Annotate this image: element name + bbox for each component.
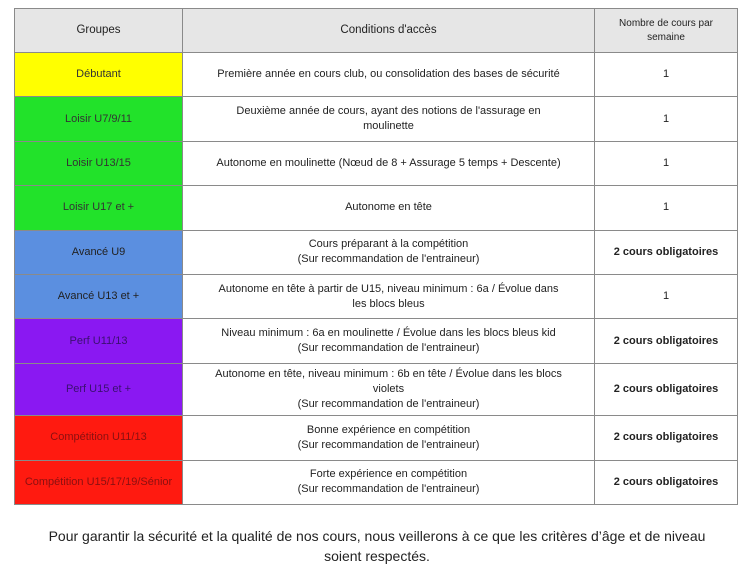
conditions-cell (183, 416, 595, 460)
conditions-cell (183, 97, 595, 141)
header-course-count: Nombre de cours par semaine (595, 9, 738, 53)
conditions-line: Bonne expérience en compétition (306, 423, 471, 436)
table-body (15, 53, 738, 505)
course-count-cell: 2 cours obligatoires (595, 416, 738, 460)
course-count-cell: 1 (595, 274, 738, 318)
conditions-cell (183, 230, 595, 274)
course-count-cell: 1 (595, 186, 738, 230)
course-count-cell: 2 cours obligatoires (595, 460, 738, 504)
conditions-cell (183, 363, 595, 415)
group-cell: Avancé U9 (15, 230, 183, 274)
groups-table (14, 8, 738, 505)
group-cell: Avancé U13 et + (15, 274, 183, 318)
conditions-line: Forte expérience en compétition (309, 468, 468, 481)
header-groups: Groupes (15, 9, 183, 53)
conditions-line: (Sur recommandation de l'entraineur) (297, 253, 480, 266)
conditions-line: Autonome en tête à partir de U15, niveau minimum : 6a / Évolue dans (218, 282, 559, 295)
header-conditions: Conditions d'accès (183, 9, 595, 53)
group-cell: Loisir U17 et + (15, 186, 183, 230)
course-count-cell: 1 (595, 97, 738, 141)
group-cell: Débutant (15, 53, 183, 97)
table-row (15, 186, 738, 230)
conditions-line: moulinette (363, 120, 414, 133)
conditions-cell (183, 53, 595, 97)
course-count-cell: 2 cours obligatoires (595, 319, 738, 363)
table-row (15, 274, 738, 318)
conditions-line: (Sur recommandation de l'entraineur) (297, 483, 480, 496)
footer-line-2: soient respectés. (324, 548, 430, 564)
conditions-cell (183, 141, 595, 185)
conditions-cell (183, 319, 595, 363)
group-cell: Compétition U15/17/19/Sénior (15, 460, 183, 504)
group-cell: Compétition U11/13 (15, 416, 183, 460)
conditions-line: Niveau minimum : 6a en moulinette / Évolue dans les blocs bleus kid (221, 327, 556, 340)
group-cell: Loisir U7/9/11 (15, 97, 183, 141)
course-count-cell: 2 cours obligatoires (595, 230, 738, 274)
conditions-line: (Sur recommandation de l'entraineur) (297, 397, 480, 410)
footer-line-1: Pour garantir la sécurité et la qualité de nos cours, nous veillerons à ce que les critères d’âge et de niveau (48, 528, 706, 544)
conditions-line: Autonome en moulinette (Nœud de 8 + Assurage 5 temps + Descente) (216, 156, 561, 169)
table-header-row (15, 9, 738, 53)
conditions-line: violets (372, 382, 405, 395)
footer-note (0, 526, 754, 566)
conditions-line: Deuxième année de cours, ayant des notions de l'assurage en (236, 105, 541, 118)
table-row (15, 97, 738, 141)
course-count-cell: 1 (595, 141, 738, 185)
table-row (15, 141, 738, 185)
conditions-cell (183, 460, 595, 504)
table-row (15, 460, 738, 504)
conditions-line: Autonome en tête, niveau minimum : 6b en tête / Évolue dans les blocs (215, 367, 562, 380)
table-row (15, 230, 738, 274)
table-row (15, 416, 738, 460)
conditions-line: Première année en cours club, ou consolidation des bases de sécurité (217, 68, 560, 81)
course-count-cell: 1 (595, 53, 738, 97)
conditions-cell (183, 274, 595, 318)
conditions-line: Cours préparant à la compétition (308, 238, 469, 251)
course-count-cell: 2 cours obligatoires (595, 363, 738, 415)
conditions-line: Autonome en tête (345, 201, 432, 214)
table-row (15, 53, 738, 97)
conditions-line: (Sur recommandation de l'entraineur) (297, 342, 480, 355)
conditions-line: les blocs bleus (352, 297, 425, 310)
conditions-line: (Sur recommandation de l'entraineur) (297, 438, 480, 451)
conditions-cell (183, 186, 595, 230)
group-cell: Perf U11/13 (15, 319, 183, 363)
group-cell: Perf U15 et + (15, 363, 183, 415)
table-row (15, 319, 738, 363)
group-cell: Loisir U13/15 (15, 141, 183, 185)
table-row (15, 363, 738, 415)
